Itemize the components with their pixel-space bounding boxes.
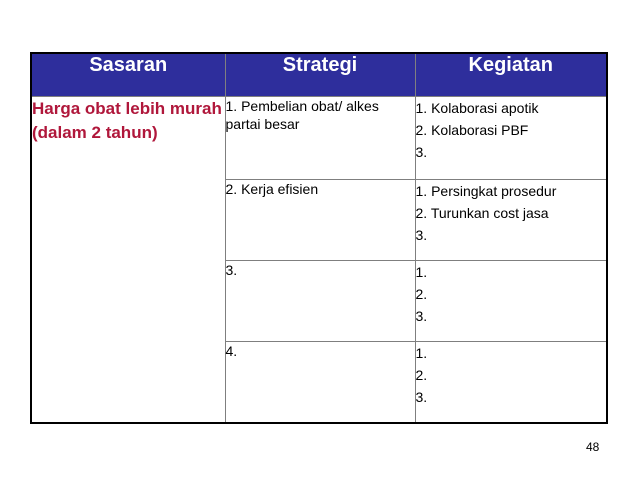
table-row xyxy=(31,97,607,180)
page-number: 48 xyxy=(586,440,600,454)
kegiatan-item: 1. Kolaborasi apotik xyxy=(415,100,539,116)
sasaran-cell: Harga obat lebih murah (dalam 2 tahun) xyxy=(31,97,225,424)
kegiatan-item: 3. xyxy=(415,144,428,160)
strategi-cell: 3. xyxy=(225,261,415,342)
table-header-row xyxy=(31,53,607,97)
strategy-table xyxy=(30,52,608,424)
kegiatan-item: 1. xyxy=(415,264,428,280)
kegiatan-item: 2. Turunkan cost jasa xyxy=(415,205,549,221)
strategi-cell: 4. xyxy=(225,342,415,424)
kegiatan-item: 3. xyxy=(415,308,428,324)
strategi-cell: 2. Kerja efisien xyxy=(225,180,415,261)
kegiatan-item: 2. xyxy=(415,367,428,383)
kegiatan-cell xyxy=(415,261,607,342)
strategi-cell: 1. Pembelian obat/ alkes partai besar xyxy=(225,97,415,180)
kegiatan-item: 3. xyxy=(415,389,428,405)
kegiatan-item: 2. Kolaborasi PBF xyxy=(415,122,529,138)
header-sasaran: Sasaran xyxy=(31,53,225,97)
kegiatan-item: 2. xyxy=(415,286,428,302)
kegiatan-cell xyxy=(415,342,607,424)
kegiatan-cell xyxy=(415,97,607,180)
header-kegiatan: Kegiatan xyxy=(415,53,607,97)
kegiatan-cell xyxy=(415,180,607,261)
header-strategi: Strategi xyxy=(225,53,415,97)
kegiatan-item: 3. xyxy=(415,227,428,243)
kegiatan-item: 1. xyxy=(415,345,428,361)
kegiatan-item: 1. Persingkat prosedur xyxy=(415,183,557,199)
